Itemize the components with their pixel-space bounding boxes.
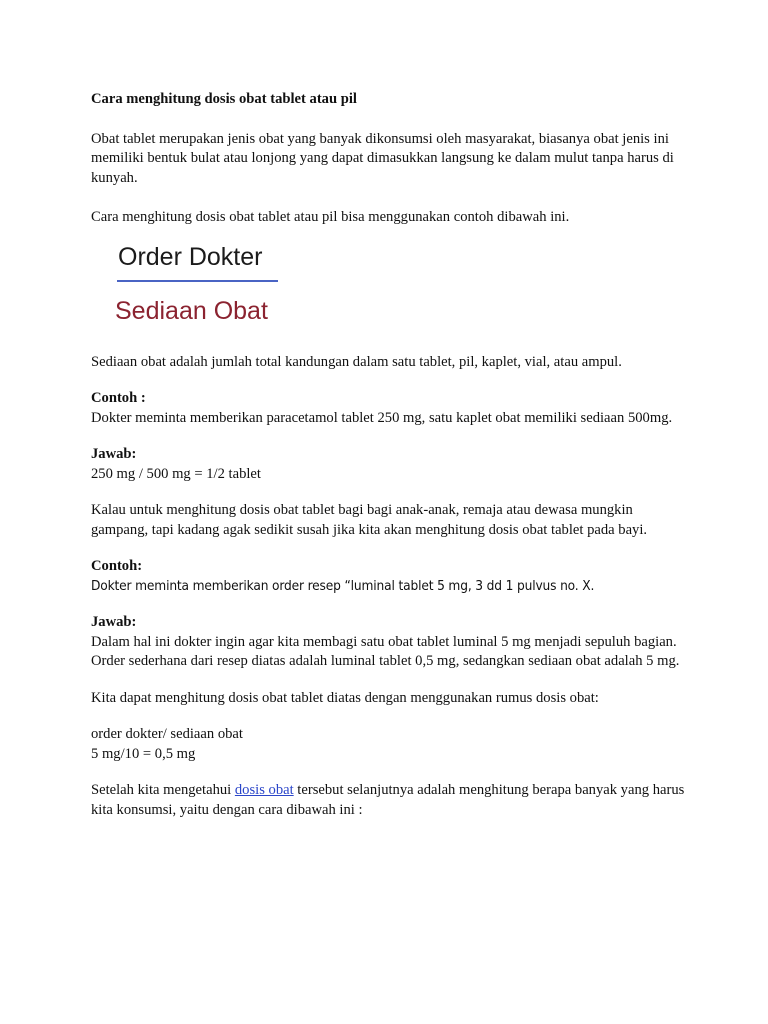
- closing-paragraph: [91, 781, 691, 820]
- formula-line-1: order dokter/ sediaan obat: [91, 726, 243, 742]
- sediaan-definition: Sediaan obat adalah jumlah total kandungan dalam satu tablet, pil, kaplet, vial, atau ampul.: [91, 353, 622, 370]
- figure-order-dokter-label: Order Dokter: [118, 243, 263, 271]
- example2-answer-label: Jawab:: [91, 614, 137, 630]
- example1-text: Dokter meminta memberikan paracetamol tablet 250 mg, satu kaplet obat memiliki sediaan 500mg.: [91, 409, 673, 426]
- example1-answer: 250 mg / 500 mg = 1/2 tablet: [91, 465, 261, 482]
- formula-intro: Kita dapat menghitung dosis obat tablet diatas dengan menggunakan rumus dosis obat:: [91, 689, 599, 706]
- order-sediaan-figure: [115, 240, 285, 336]
- intro-paragraph: Obat tablet merupakan jenis obat yang banyak dikonsumsi oleh masyarakat, biasanya obat jenis ini memiliki bentuk bulat atau lonjong yang dapat dimasukkan langsung ke dalam mulut tanpa harus di kunyah.: [91, 130, 674, 186]
- formula-line-2: 5 mg/10 = 0,5 mg: [91, 745, 196, 762]
- dosis-obat-link[interactable]: dosis obat: [234, 782, 294, 798]
- example2-label: Contoh:: [91, 558, 143, 574]
- figure-divider-line: [117, 280, 278, 282]
- example1-answer-label: Jawab:: [91, 446, 137, 462]
- example1-label: Contoh :: [91, 390, 146, 406]
- example2-answer: Dalam hal ini dokter ingin agar kita membagi satu obat tablet luminal 5 mg menjadi sepuluh bagian. Order sederhana dari resep diatas adalah luminal tablet 0,5 mg, sedangkan sediaan obat adalah 5 mg.: [91, 633, 680, 669]
- intro-paragraph-2: Cara menghitung dosis obat tablet atau pil bisa menggunakan contoh dibawah ini.: [91, 209, 570, 225]
- figure-sediaan-obat-label: Sediaan Obat: [115, 297, 268, 325]
- example2-text: Dokter meminta memberikan order resep “luminal tablet 5 mg, 3 dd 1 pulvus no. X.: [91, 577, 595, 594]
- document-heading: Cara menghitung dosis obat tablet atau pil: [91, 91, 357, 107]
- baby-paragraph: Kalau untuk menghitung dosis obat tablet bagi bagi anak-anak, remaja atau dewasa mungkin gampang, tapi kadang agak sedikit susah jika kita akan menghitung dosis obat tablet pada bayi.: [91, 502, 648, 538]
- document-body: [91, 90, 691, 820]
- closing-text-after: tersebut selanjutnya adalah menghitung berapa banyak yang harus kita konsumsi, yaitu dengan cara dibawah ini :: [91, 782, 685, 818]
- closing-text-before: Setelah kita mengetahui: [91, 782, 235, 798]
